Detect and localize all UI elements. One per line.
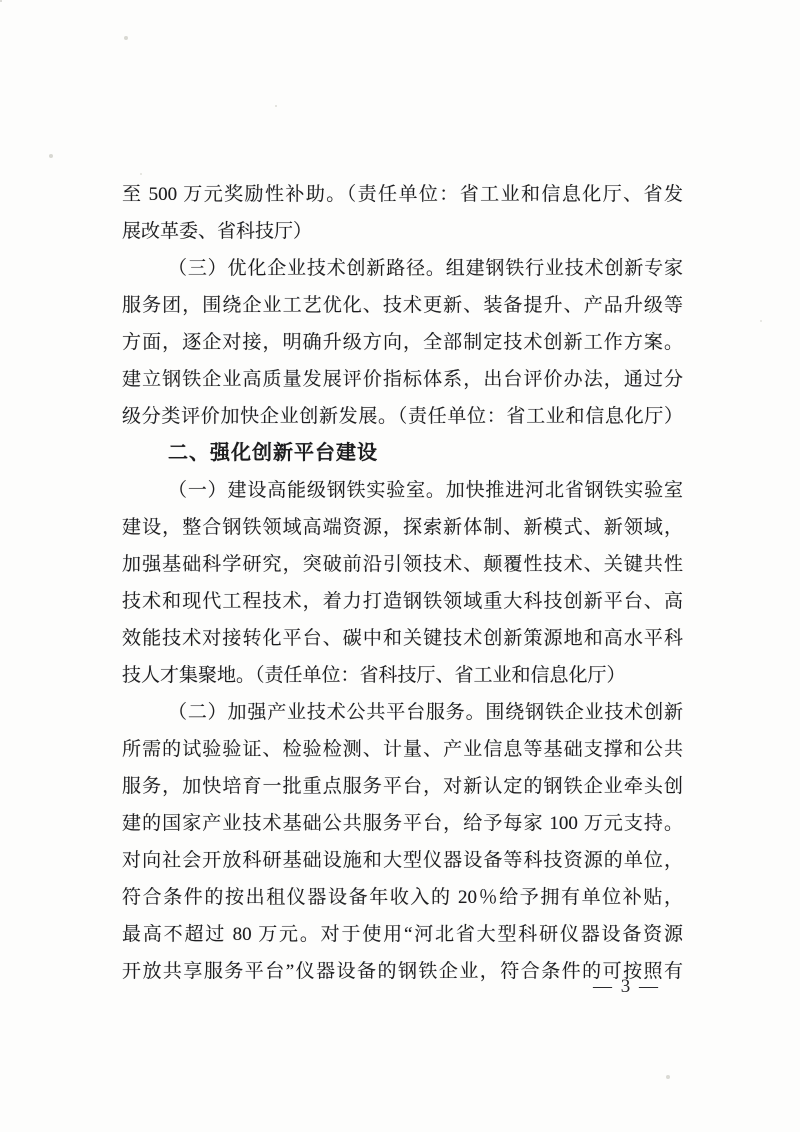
text-line: 开放共享服务平台”仪器设备的钢铁企业，符合条件的可按照有	[122, 961, 683, 982]
text-line: 所需的试验验证、检验检测、计量、产业信息等基础支撑和公共	[122, 739, 683, 760]
page-number: — 3 —	[593, 976, 660, 997]
text-line: 对向社会开放科研基础设施和大型仪器设备等科技资源的单位，	[122, 850, 683, 871]
text-line: 效能技术对接转化平台、碳中和关键技术创新策源地和高水平科	[122, 628, 683, 649]
text-line: 至 500 万元奖励性补助。（责任单位：省工业和信息化厅、省发	[122, 184, 683, 205]
text-line: 服务团，围绕企业工艺优化、技术更新、装备提升、产品升级等	[122, 295, 683, 316]
text-line: （三）优化企业技术创新路径。组建钢铁行业技术创新专家	[168, 258, 683, 279]
section-heading: 二、强化创新平台建设	[168, 442, 378, 464]
text-line: 符合条件的按出租仪器设备年收入的 20％给予拥有单位补贴，	[122, 887, 683, 908]
text-line: 技术和现代工程技术，着力打造钢铁领域重大科技创新平台、高	[122, 591, 683, 612]
text-line: 建立钢铁企业高质量发展评价指标体系，出台评价办法，通过分	[122, 369, 683, 390]
text-line: 方面，逐企对接，明确升级方向，全部制定技术创新工作方案。	[122, 332, 683, 353]
text-line: （二）加强产业技术公共平台服务。围绕钢铁企业技术创新	[168, 702, 683, 723]
text-line: 最高不超过 80 万元。对于使用“河北省大型科研仪器设备资源	[122, 924, 683, 945]
text-line: 展改革委、省科技厅）	[122, 221, 313, 242]
text-line: 级分类评价加快企业创新发展。（责任单位：省工业和信息化厅）	[122, 406, 683, 427]
document-body	[122, 176, 683, 990]
text-line: 技人才集聚地。（责任单位：省科技厅、省工业和信息化厅）	[122, 665, 626, 686]
text-line: （一）建设高能级钢铁实验室。加快推进河北省钢铁实验室	[168, 480, 683, 501]
scan-noise	[0, 0, 2, 2]
text-line: 建的国家产业技术基础公共服务平台，给予每家 100 万元支持。	[122, 813, 683, 834]
text-line: 建设，整合钢铁领域高端资源，探索新体制、新模式、新领域，	[122, 517, 683, 538]
text-line: 加强基础科学研究，突破前沿引领技术、颠覆性技术、关键共性	[122, 554, 683, 575]
text-line: 服务，加快培育一批重点服务平台，对新认定的钢铁企业牵头创	[122, 776, 683, 797]
